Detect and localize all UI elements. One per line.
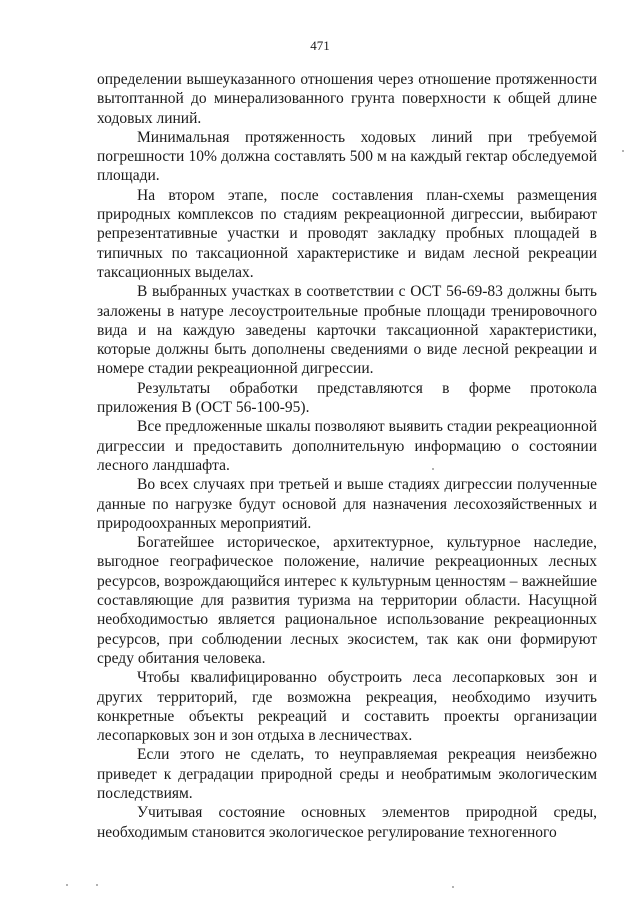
scan-speck [66,884,68,886]
scan-speck [622,150,624,152]
paragraph: Результаты обработки представляются в форме протокола приложения В (ОСТ 56-100-95). [97,379,597,417]
paragraph: Богатейшее историческое, архитектурное, культурное наследие, выгодное географическое положение, наличие рекреационных лесных ресурсов, возрождающийся интерес к культурным ценностям – важнейшие составляющие для развития туризма на территории области. Насущной необходимостью является рациональное использование рекреационных ресурсов, при соблюдении лесных экосистем, так как они формируют среду обитания человека. [97,534,597,667]
scan-speck [452,886,454,888]
paragraph: Учитывая состояние основных элементов природной среды, необходимым становится экологическое регулирование техногенного [97,804,597,841]
body-text [97,70,597,842]
paragraph: Чтобы квалифицированно обустроить леса лесопарковых зон и других территорий, где возможна рекреация, необходимо изучить конкретные объекты рекреаций и составить проекты организации лесопарковых зон и зон отдыха в лесничествах. [97,669,597,745]
page-number: 471 [310,38,330,53]
paragraph: Если этого не сделать, то неуправляемая рекреация неизбежно приведет к деградации природной среды и необратимым экологическим последствиям. [97,746,597,802]
paragraph: Во всех случаях при третьей и выше стадиях дигрессии полученные данные по нагрузке будут основой для назначения лесохозяйственных и природоохранных мероприятий. [97,476,597,532]
paragraph: На втором этапе, после составления план-схемы размещения природных комплексов по стадиям рекреационной дигрессии, выбирают репрезентативные участки и проводят закладку пробных площадей в типичных по таксационной характеристике и видам лесной рекреации таксационных выделах. [97,186,597,281]
paragraph: определении вышеуказанного отношения через отношение протяженности вытоптанной до минерализованного грунта поверхности к общей длине ходовых линий. [97,71,597,127]
scan-speck [96,884,98,886]
paragraph: Минимальная протяженность ходовых линий при требуемой погрешности 10% должна составлять 500 м на каждый гектар обследуемой площади. [97,128,597,185]
paragraph: В выбранных участках в соответствии с ОСТ 56-69-83 должны быть заложены в натуре лесоустроительные пробные площади тренировочного вида и на каждую заведены карточки таксационной характеристики, которые должны быть дополнены сведениями о виде лесной рекреации и номере стадии рекреационной дигрессии. [97,283,597,378]
paragraph: Все предложенные шкалы позволяют выявить стадии рекреационной дигрессии и предоставить дополнительную информацию о состоянии лесного ландшафта. [97,418,597,474]
scan-speck [432,468,434,470]
